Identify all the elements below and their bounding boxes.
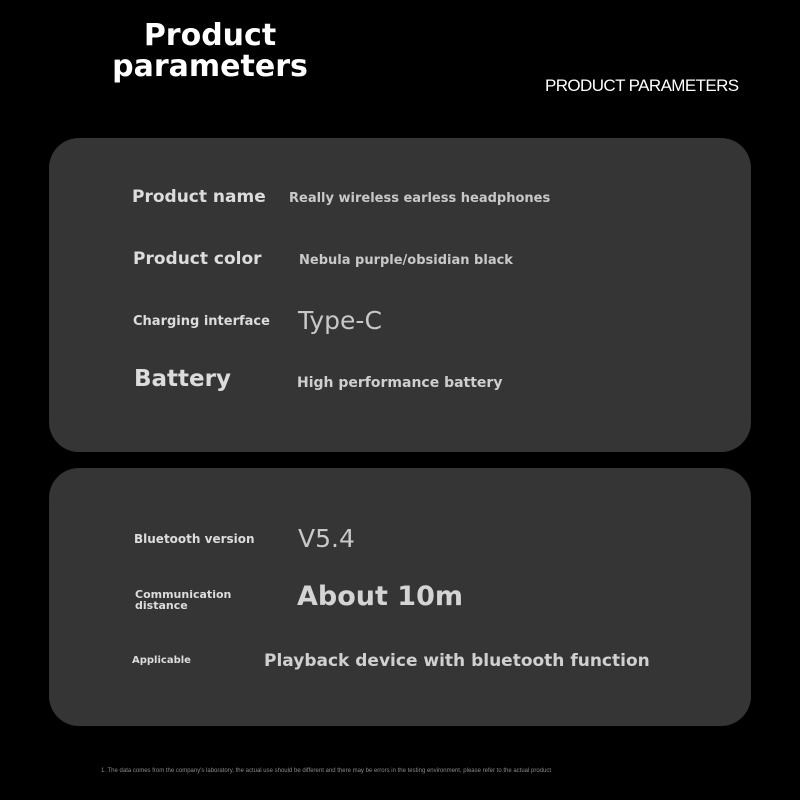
page-subtitle: PRODUCT PARAMETERS: [545, 76, 739, 95]
connectivity-parameters-card: [49, 468, 751, 726]
bluetooth-version-label: Bluetooth version: [134, 532, 255, 546]
product-color-value: Nebula purple/obsidian black: [299, 253, 513, 268]
applicable-value: Playback device with bluetooth function: [264, 651, 650, 671]
product-color-label: Product color: [133, 249, 262, 269]
applicable-label: Applicable: [132, 655, 191, 666]
battery-value: High performance battery: [297, 375, 503, 391]
charging-interface-value: Type-C: [298, 306, 382, 335]
product-name-label: Product name: [132, 187, 266, 207]
communication-distance-label: Communication distance: [135, 588, 232, 612]
disclaimer-footnote: 1. The data comes from the company's laboratory, the actual use should be different and there may be errors in the testing environment, please refer to the actual product: [100, 768, 552, 774]
battery-label: Battery: [134, 366, 231, 392]
charging-interface-label: Charging interface: [133, 314, 270, 329]
basic-parameters-card: [49, 138, 751, 452]
page-title: Product parameters: [112, 18, 308, 84]
product-name-value: Really wireless earless headphones: [289, 191, 551, 206]
communication-distance-value: About 10m: [297, 581, 464, 612]
bluetooth-version-value: V5.4: [298, 524, 355, 553]
